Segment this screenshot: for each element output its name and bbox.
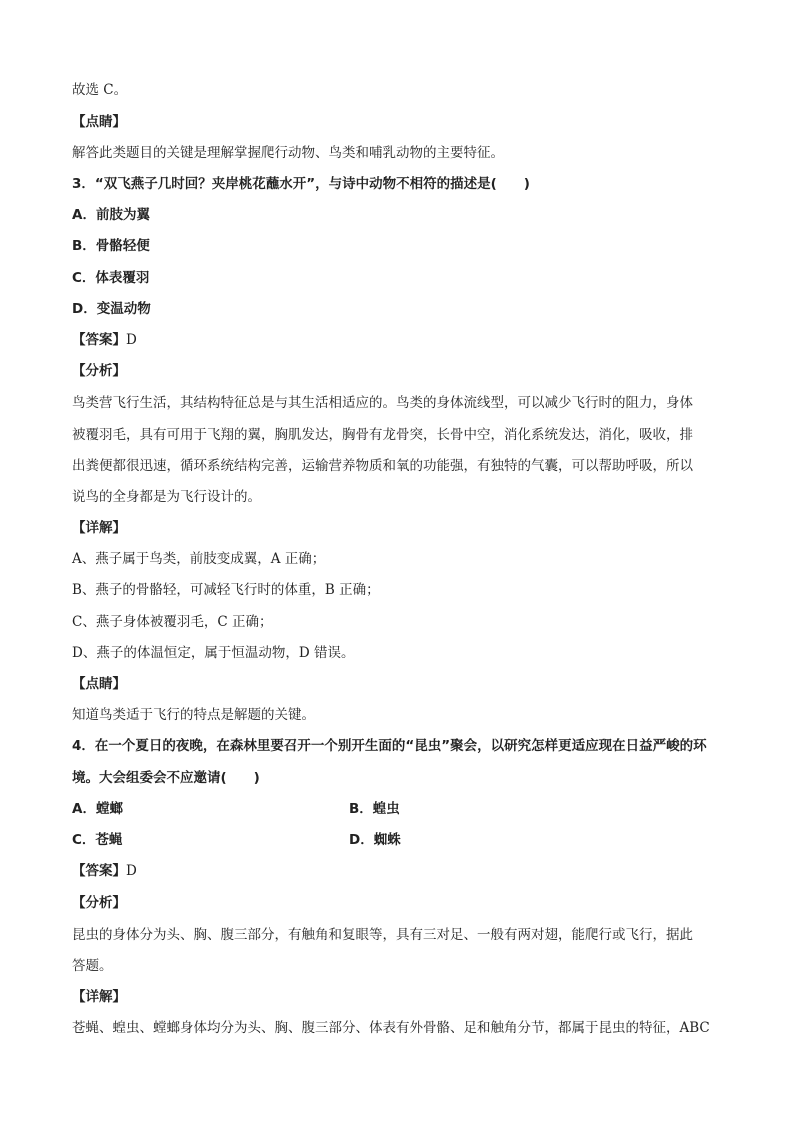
question-3-option-c: C．体表覆羽 — [72, 270, 150, 286]
question-4-stem-line2: 境。大会组委会不应邀请( ) — [72, 770, 260, 786]
text-line: 鸟类营飞行生活，其结构特征总是与其生活相适应的。鸟类的身体流线型，可以减少飞行时的阻力，身体 — [72, 395, 693, 411]
question-3-answer — [72, 330, 137, 350]
answer-tag: 【答案】 — [72, 332, 126, 348]
answer-value: D — [126, 332, 137, 348]
text-line: C、燕子身体被覆羽毛，C 正确； — [72, 614, 273, 630]
question-3-option-d: D．变温动物 — [72, 301, 151, 317]
section-tag-dianjing: 【点睛】 — [72, 676, 126, 692]
question-3-stem: 3．“双飞燕子几时回？夹岸桃花蘸水开”，与诗中动物不相符的描述是( ) — [72, 176, 530, 192]
text-line: 苍蝇、蝗虫、螳螂身体均分为头、胸、腹三部分、体表有外骨骼、足和触角分节，都属于昆虫的特征，ABC — [72, 1020, 710, 1036]
text-line: 被覆羽毛，具有可用于飞翔的翼，胸肌发达，胸骨有龙骨突，长骨中空，消化系统发达，消化，吸收，排 — [72, 427, 693, 443]
text-line: A、燕子属于鸟类，前肢变成翼，A 正确； — [72, 551, 326, 567]
question-4-option-a: A．螳螂 — [72, 801, 123, 817]
question-4-option-c: C．苍蝇 — [72, 832, 123, 848]
question-3-option-b: B．骨骼轻便 — [72, 238, 150, 254]
question-4-answer — [72, 861, 137, 881]
question-4-option-d: D．蜘蛛 — [349, 832, 401, 848]
text-line: B、燕子的骨骼轻，可减轻飞行时的体重，B 正确； — [72, 582, 380, 598]
text-line: 解答此类题目的关键是理解掌握爬行动物、鸟类和哺乳动物的主要特征。 — [72, 145, 504, 161]
answer-tag: 【答案】 — [72, 863, 126, 879]
text-line: 答题。 — [72, 958, 113, 974]
section-tag-analysis: 【分析】 — [72, 363, 126, 379]
text-line: D、燕子的体温恒定，属于恒温动物，D 错误。 — [72, 645, 355, 661]
section-tag-detail: 【详解】 — [72, 520, 126, 536]
text-line: 说鸟的全身都是为飞行设计的。 — [72, 489, 261, 505]
answer-value: D — [126, 863, 137, 879]
question-4-stem-line1: 4．在一个夏日的夜晚，在森林里要召开一个别开生面的“昆虫”聚会，以研究怎样更适应现在日益严峻的环 — [72, 738, 707, 754]
text-line: 出粪便都很迅速，循环系统结构完善，运输营养物质和氧的功能强，有独特的气囊，可以帮助呼吸，所以 — [72, 458, 693, 474]
section-tag-detail: 【详解】 — [72, 989, 126, 1005]
text-line: 故选 C。 — [72, 82, 128, 98]
question-3-option-a: A．前肢为翼 — [72, 207, 150, 223]
text-line: 知道鸟类适于飞行的特点是解题的关键。 — [72, 707, 315, 723]
question-4-option-b: B．蝗虫 — [349, 801, 400, 817]
section-tag-dianjing: 【点睛】 — [72, 114, 126, 130]
text-line: 昆虫的身体分为头、胸、腹三部分，有触角和复眼等，具有三对足、一般有两对翅，能爬行或飞行，据此 — [72, 927, 693, 943]
section-tag-analysis: 【分析】 — [72, 895, 126, 911]
